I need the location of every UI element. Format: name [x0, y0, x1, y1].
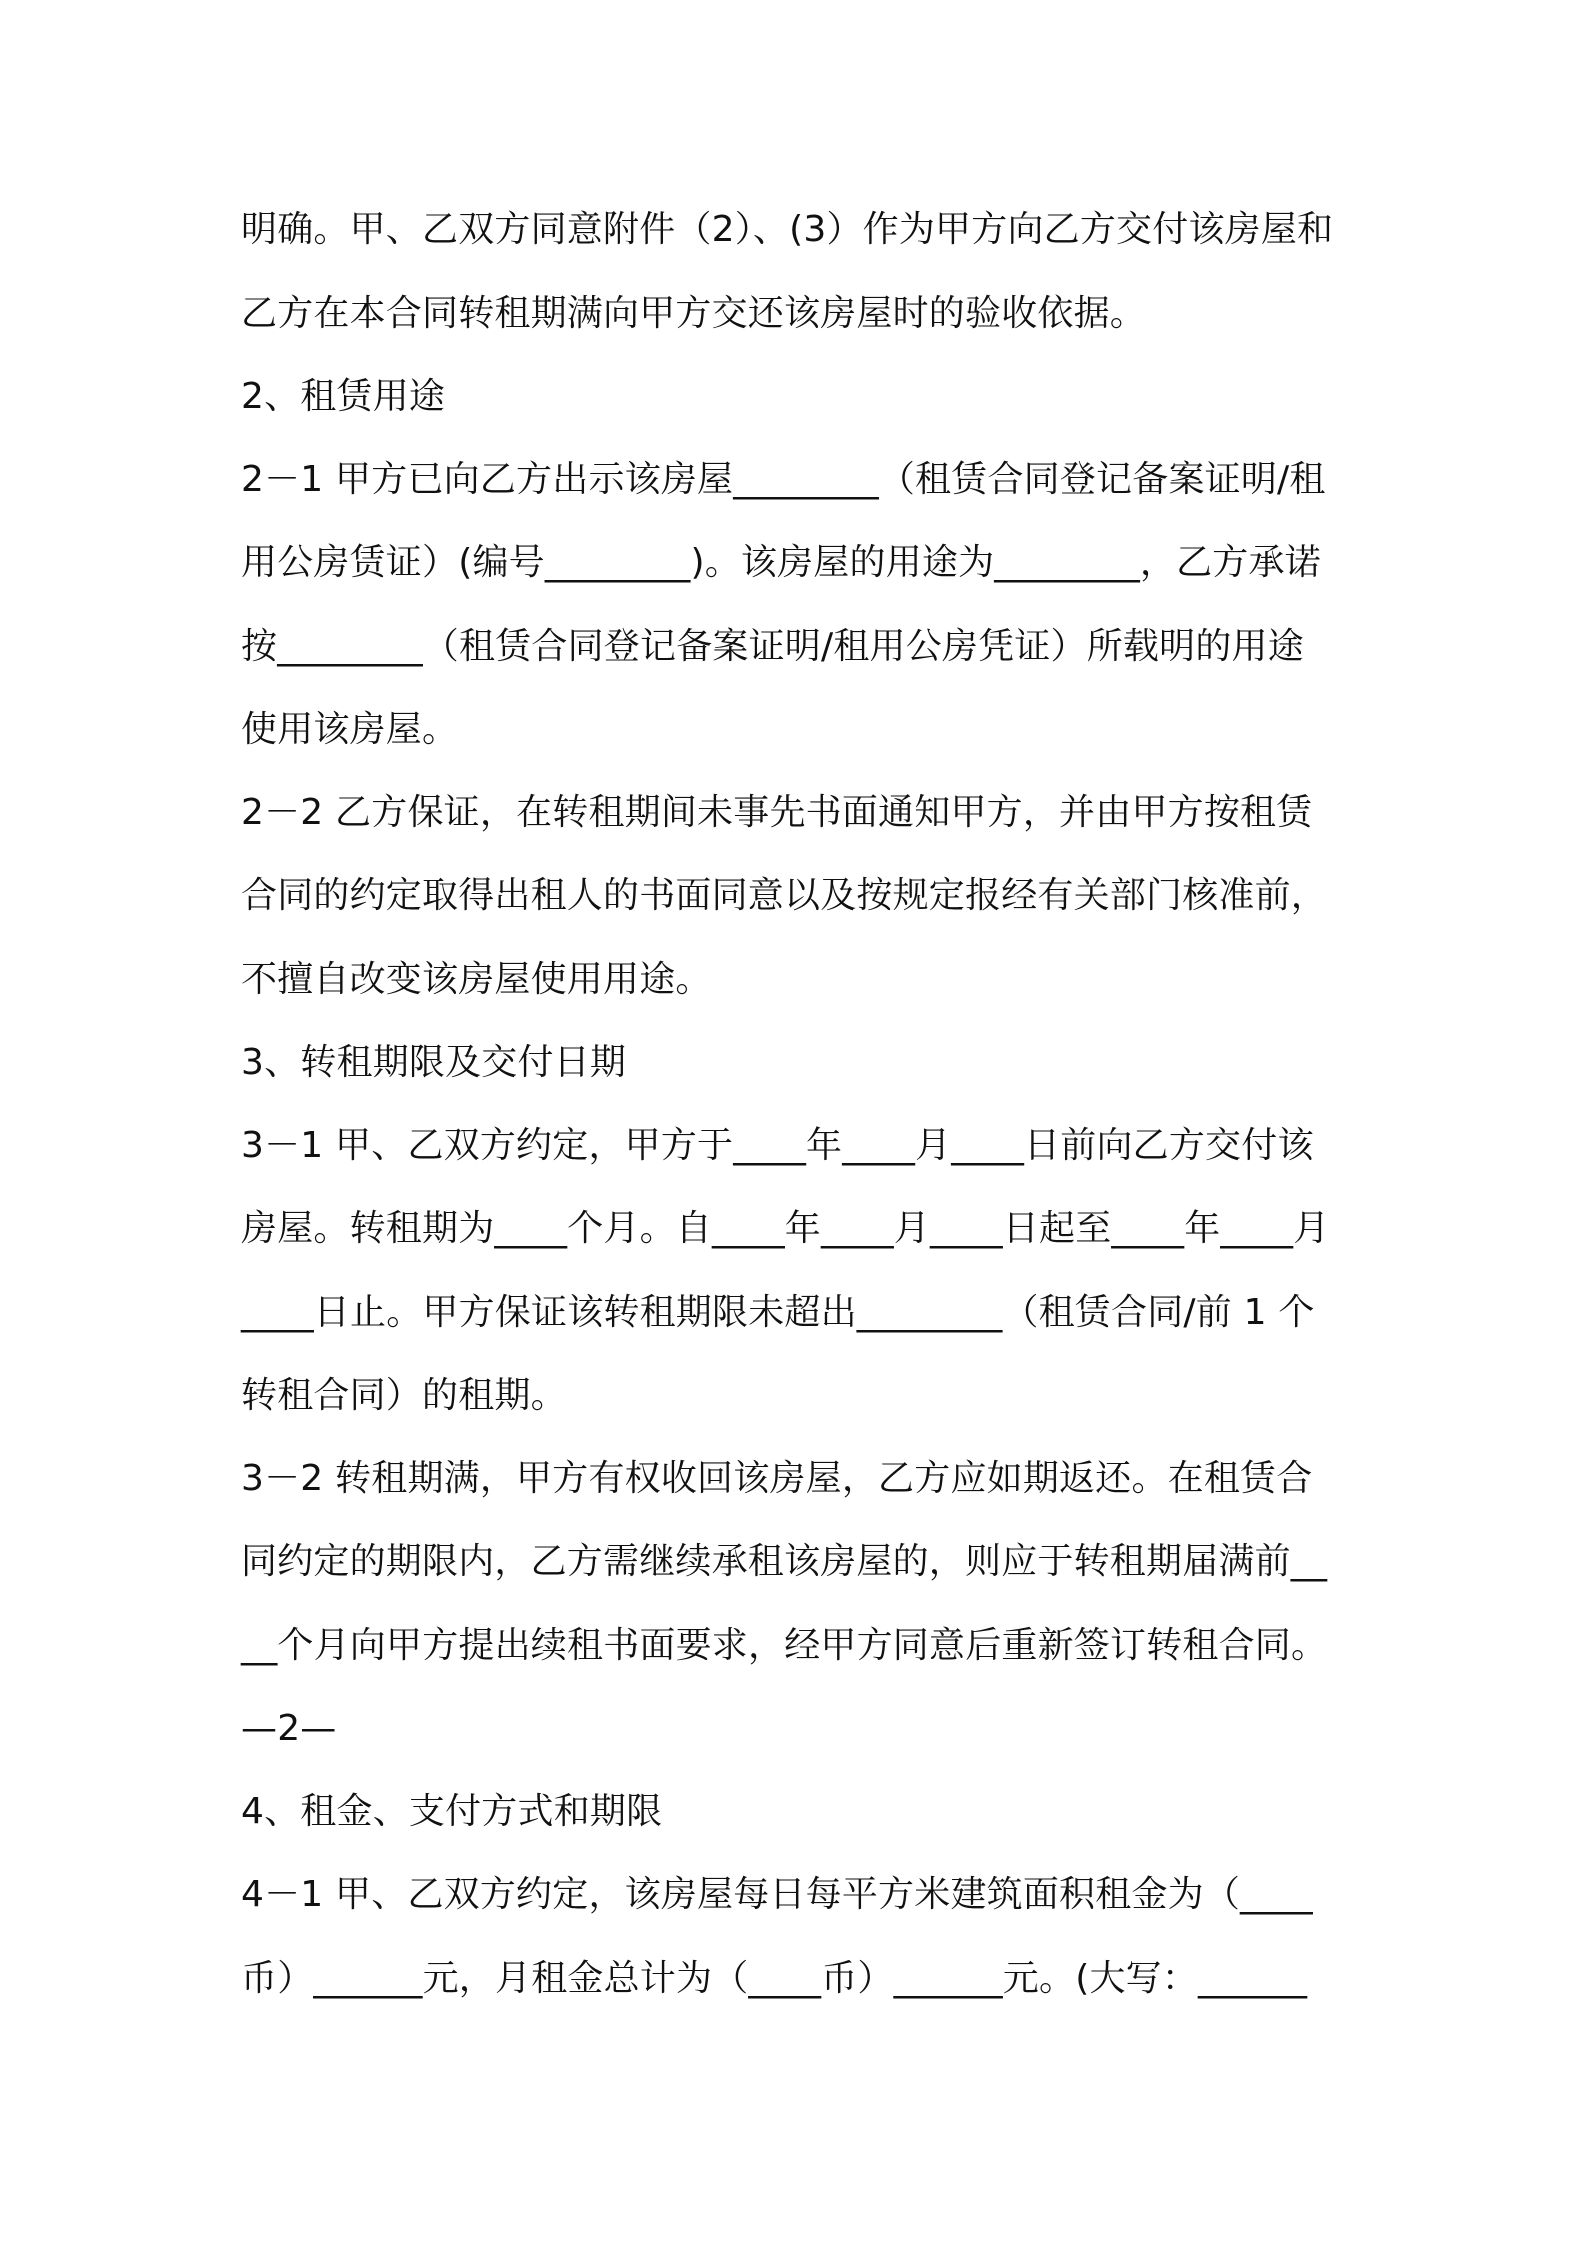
section-heading-3: 3、转租期限及交付日期: [241, 1042, 627, 1083]
text-line-7: 使用该房屋。: [241, 709, 459, 750]
text-line-14: ____日止。甲方保证该转租期限未超出________（租赁合同/前 1 个: [241, 1292, 1315, 1333]
text-line-15: 转租合同）的租期。: [241, 1375, 567, 1416]
text-line-21: 4－1 甲、乙双方约定，该房屋每日每平方米建筑面积租金为（____: [241, 1874, 1313, 1915]
text-line-1: 明确。甲、乙双方同意附件（2）、(3）作为甲方向乙方交付该房屋和: [241, 209, 1334, 250]
text-line-12: 3－1 甲、乙双方约定，甲方于____年____月____日前向乙方交付该: [241, 1125, 1314, 1166]
text-line-10: 不擅自改变该房屋使用用途。: [241, 959, 712, 1000]
text-line-8: 2－2 乙方保证，在转租期间未事先书面通知甲方，并由甲方按租赁: [241, 792, 1313, 833]
text-line-6: 按________（租赁合同登记备案证明/租用公房凭证）所载明的用途: [241, 626, 1304, 667]
text-line-5: 用公房赁证）(编号________)。该房屋的用途为________，乙方承诺: [241, 542, 1321, 583]
page-number: —2—: [241, 1708, 337, 1749]
section-heading-4: 4、租金、支付方式和期限: [241, 1791, 663, 1832]
text-line-9: 合同的约定取得出租人的书面同意以及按规定报经有关部门核准前，: [241, 875, 1328, 916]
text-line-13: 房屋。转租期为____个月。自____年____月____日起至____年____月: [241, 1208, 1330, 1249]
text-line-2: 乙方在本合同转租期满向甲方交还该房屋时的验收依据。: [241, 293, 1147, 334]
text-line-16: 3－2 转租期满，甲方有权收回该房屋，乙方应如期返还。在租赁合: [241, 1458, 1313, 1499]
section-heading-2: 2、租赁用途: [241, 376, 446, 417]
text-line-22: 币）______元，月租金总计为（____币）______元。(大写：______: [241, 1958, 1308, 1999]
text-line-18: __个月向甲方提出续租书面要求，经甲方同意后重新签订转租合同。: [241, 1625, 1328, 1666]
text-line-4: 2－1 甲方已向乙方出示该房屋________（租赁合同登记备案证明/租: [241, 459, 1326, 500]
text-line-17: 同约定的期限内，乙方需继续承租该房屋的，则应于转租期届满前__: [241, 1541, 1328, 1582]
